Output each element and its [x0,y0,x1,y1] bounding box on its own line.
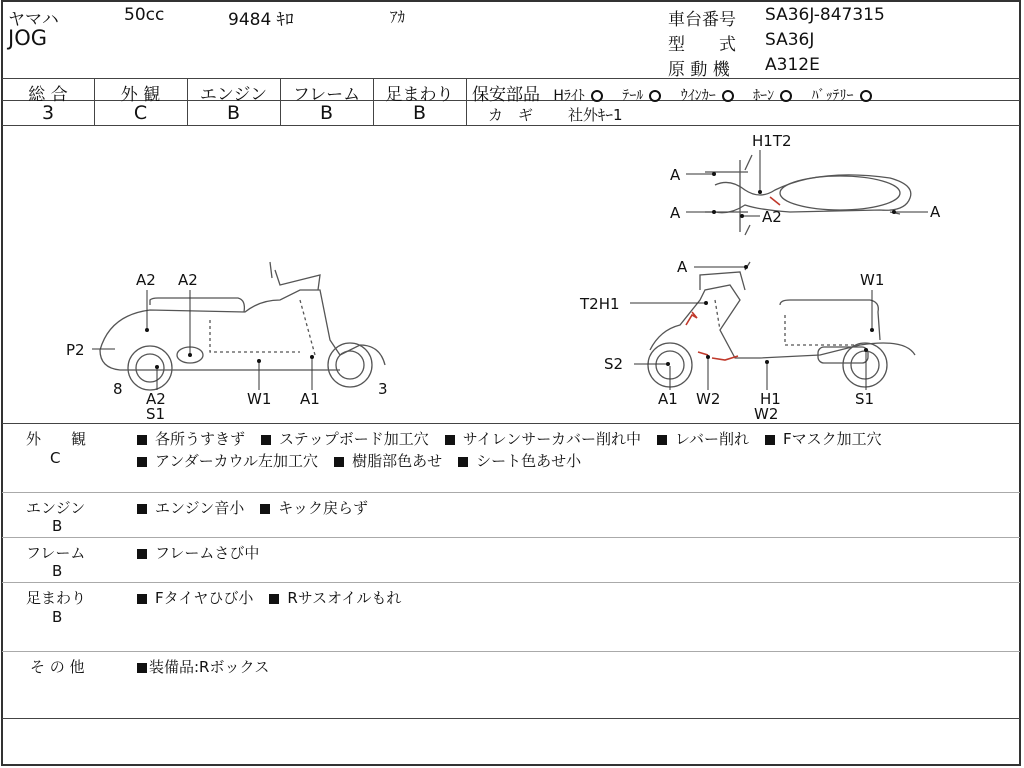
diagram-label: A2 [178,271,198,289]
note-line: アンダーカウル左加工穴 樹脂部色あせ シート色あせ小 [137,450,581,471]
diagram-label: W2 [754,405,779,423]
bullet-square-icon [260,504,270,514]
bullet-square-icon [445,435,455,445]
diagram-label: A [930,203,941,221]
grade-suspension-value: B [412,102,427,124]
note-label-exterior: 外 観 [26,430,87,448]
diagram-label: T2H1 [580,295,620,313]
bullet-square-icon [765,435,775,445]
safety-taillight: ﾃｰﾙ [622,88,661,104]
diagram-label: S1 [855,390,875,408]
diagram-label: P2 [66,341,85,359]
diagram-label: S2 [604,355,624,373]
safety-battery: ﾊﾞｯﾃﾘｰ [812,88,872,104]
note-line: エンジン音小 キック戻らず [137,497,368,518]
grade-exterior-label: 外 観 [120,85,161,105]
maker: ヤマハ [8,10,59,30]
displacement: 50cc [124,5,165,25]
diagram-label: 3 [378,380,388,398]
bullet-square-icon [137,435,147,445]
note-line: フレームさび中 [137,542,259,563]
diagram-label: H1 [760,390,781,408]
grade-engine-value: B [226,102,241,124]
grade-suspension-label: 足まわり [385,85,454,105]
divider [2,718,1020,719]
grade-engine-label: エンジン [199,85,268,105]
chassis-value: SA36J-847315 [765,5,885,25]
bullet-square-icon [137,549,147,559]
engine-label: 原 動 機 [668,60,730,80]
diagram-label: A [670,166,681,184]
model-name: JOG [8,26,47,50]
diagram-label: A1 [658,390,678,408]
bullet-square-icon [269,594,279,604]
bullet-square-icon [657,435,667,445]
diagram-label: A2 [762,208,782,226]
diagram-label: W1 [860,271,885,289]
bullet-square-icon [458,457,468,467]
note-grade-frame: B [52,562,63,580]
diagram-label: W1 [247,390,272,408]
divider [2,537,1020,538]
bullet-square-icon [137,663,147,673]
diagram-label: A [677,258,688,276]
note-label-frame: フレーム [26,544,86,562]
engine-value: A312E [765,55,820,75]
divider [2,582,1020,583]
diagram-label: H1T2 [752,132,792,150]
diagram-label: 8 [113,380,123,398]
bullet-square-icon [137,594,147,604]
grade-overall-label: 総 合 [28,85,68,105]
note-grade-exterior: C [50,449,61,467]
chassis-label: 車台番号 [668,10,736,30]
safety-winker: ｳｲﾝｶｰ [681,88,734,104]
bullet-square-icon [137,504,147,514]
key-label: カ ギ [488,106,534,124]
note-label-suspension: 足まわり [26,589,87,607]
divider [2,651,1020,652]
divider [2,423,1020,424]
note-line: 各所うすきず ステップボード加工穴 サイレンサーカバー削れ中 レバー削れ Fマスク加工穴 [137,428,882,449]
note-grade-suspension: B [52,608,63,626]
bullet-square-icon [261,435,271,445]
diagram-label: A1 [300,390,320,408]
diagram-label: A2 [136,271,156,289]
safety-headlight: Hﾗｲﾄ [553,88,603,104]
note-label-engine: エンジン [26,499,86,517]
diagram-label: A [670,204,681,222]
bullet-square-icon [137,457,147,467]
safety-label: 保安部品 [472,85,540,105]
bullet-square-icon [334,457,344,467]
note-line: 装備品:Rボックス [137,656,269,677]
grade-frame-value: B [319,102,334,124]
scooter-top-view [705,155,911,235]
divider [2,492,1020,493]
key-value: 社外ｷｰ1 [568,106,623,124]
note-label-other: そ の 他 [30,658,85,676]
note-grade-engine: B [52,517,63,535]
note-line: Fタイヤひび小 Rサスオイルもれ [137,587,401,608]
color: ｱｶ [390,8,406,26]
grade-overall-value: 3 [41,102,55,124]
grade-frame-label: フレーム [292,85,361,105]
safety-horn: ﾎｰﾝ [753,88,792,104]
diagram-label: S1 [146,405,166,423]
type-label: 型 式 [668,35,736,55]
diagram-label: W2 [696,390,721,408]
mileage: 9484 ｷﾛ [228,10,294,30]
diagram-label: A2 [146,390,166,408]
grade-exterior-value: C [133,102,148,124]
type-value: SA36J [765,30,815,50]
